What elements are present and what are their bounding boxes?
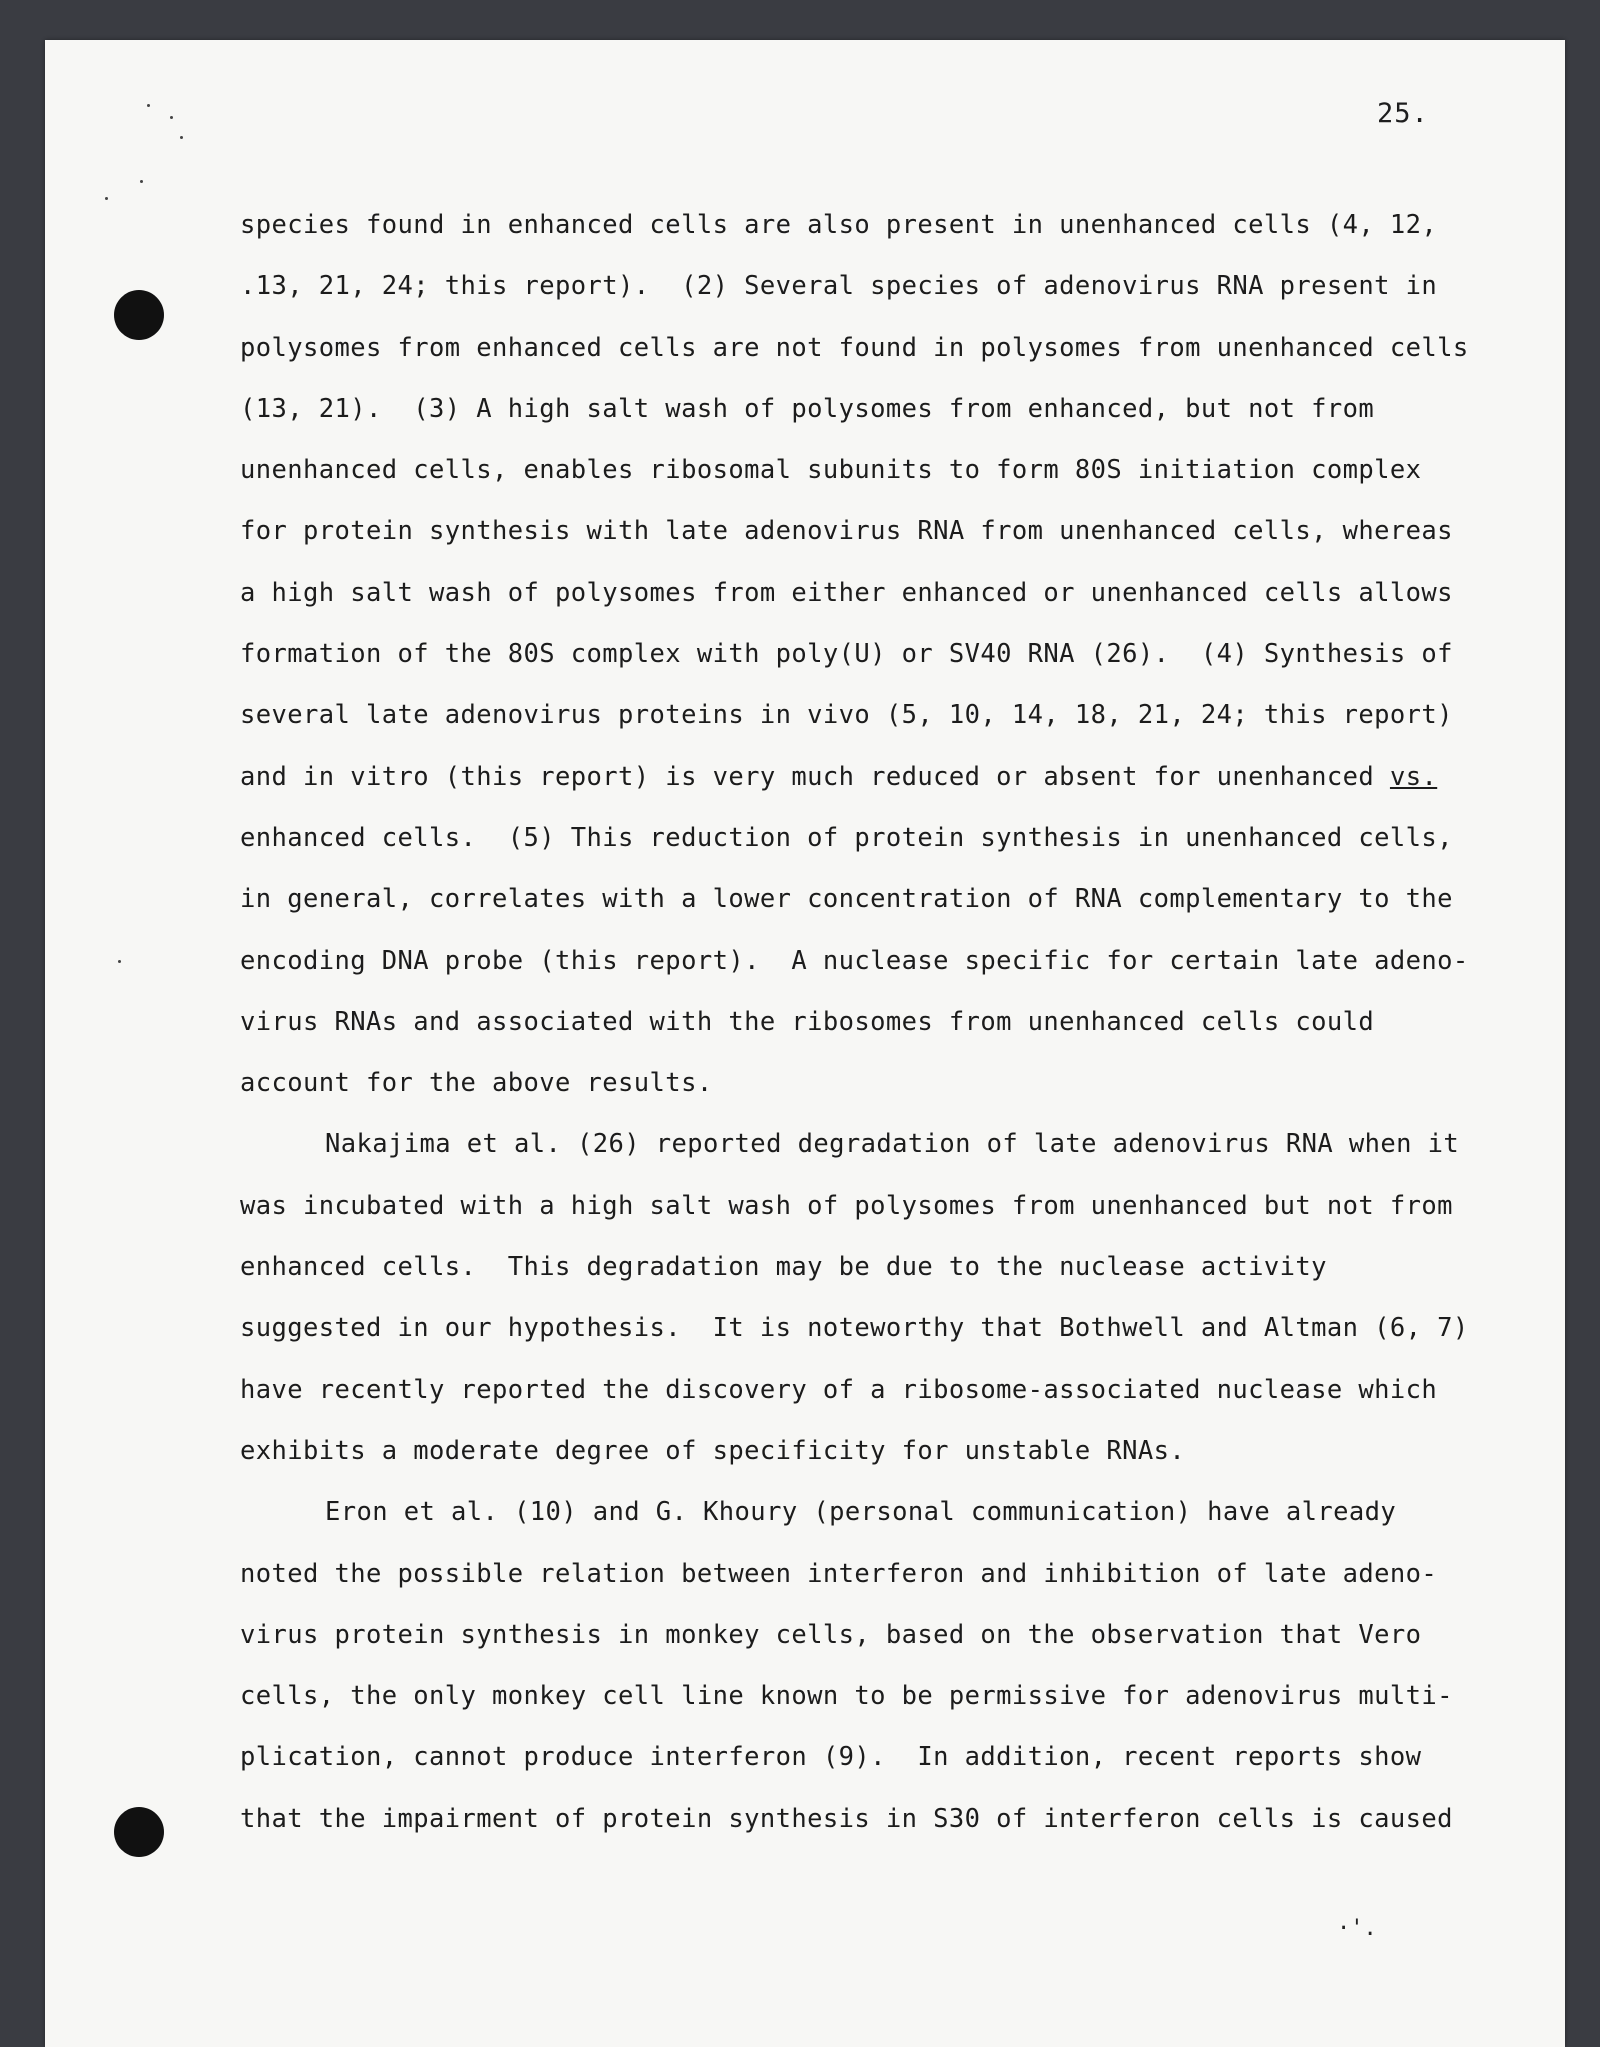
paragraph-start-line: Nakajima et al. (26) reported degradation of late adenovirus RNA when it — [325, 1129, 1460, 1160]
speck — [140, 180, 143, 183]
text-line: polysomes from enhanced cells are not found in polysomes from unenhanced cells — [240, 332, 1469, 363]
text-line: in general, correlates with a lower concentration of RNA complementary to the — [240, 884, 1453, 915]
text-segment: and in vitro (this report) is very much reduced or absent for unenhanced — [240, 761, 1375, 792]
text-line: species found in enhanced cells are also present in unenhanced cells (4, 12, — [240, 210, 1438, 240]
text-line: encoding DNA probe (this report). A nuclease specific for certain late adeno- — [240, 945, 1469, 976]
document-page — [45, 40, 1565, 2047]
text-line: exhibits a moderate degree of specificity for unstable RNAs. — [240, 1435, 1186, 1466]
paragraph-start-line: Eron et al. (10) and G. Khoury (personal communication) have already — [325, 1497, 1397, 1528]
text-line: was incubated with a high salt wash of polysomes from unenhanced but not from — [240, 1190, 1453, 1221]
speck — [180, 136, 183, 139]
text-line: that the impairment of protein synthesis in S30 of interferon cells is caused — [240, 1803, 1453, 1834]
footer-mark: ·'. — [1337, 1916, 1377, 1941]
text-line: (13, 21). (3) A high salt wash of polysomes from enhanced, but not from — [240, 393, 1375, 424]
punch-hole-top — [114, 290, 164, 340]
text-line: enhanced cells. This degradation may be due to the nuclease activity — [240, 1252, 1327, 1283]
text-line: cells, the only monkey cell line known to be permissive for adenovirus multi- — [240, 1681, 1453, 1712]
text-line: virus protein synthesis in monkey cells, based on the observation that Vero — [240, 1619, 1422, 1650]
text-line: a high salt wash of polysomes from either enhanced or unenhanced cells allows — [240, 577, 1453, 608]
text-line: .13, 21, 24; this report). (2) Several species of adenovirus RNA present in — [240, 271, 1438, 302]
text-line: several late adenovirus proteins in vivo (5, 10, 14, 18, 21, 24; this report) — [240, 700, 1453, 731]
punch-hole-bottom — [114, 1807, 164, 1857]
body-text — [240, 210, 1469, 1865]
text-line: virus RNAs and associated with the ribosomes from unenhanced cells could — [240, 1006, 1375, 1037]
speck — [147, 104, 150, 107]
text-line: formation of the 80S complex with poly(U) or SV40 RNA (26). (4) Synthesis of — [240, 639, 1453, 670]
speck — [118, 960, 121, 963]
page-number: 25. — [1377, 98, 1429, 129]
speck — [105, 197, 108, 200]
underlined-word: vs. — [1389, 761, 1438, 792]
text-line: for protein synthesis with late adenovirus RNA from unenhanced cells, whereas — [240, 516, 1453, 547]
text-line: suggested in our hypothesis. It is noteworthy that Bothwell and Altman (6, 7) — [240, 1313, 1469, 1344]
text-line-with-underline — [240, 762, 1440, 823]
text-line: account for the above results. — [240, 1068, 713, 1099]
text-line: have recently reported the discovery of a ribosome-associated nuclease which — [240, 1374, 1438, 1405]
text-line: noted the possible relation between interferon and inhibition of late adeno- — [240, 1558, 1438, 1589]
speck — [170, 116, 173, 119]
text-line: plication, cannot produce interferon (9). In addition, recent reports show — [240, 1742, 1422, 1773]
text-line: enhanced cells. (5) This reduction of protein synthesis in unenhanced cells, — [240, 822, 1453, 853]
text-line: unenhanced cells, enables ribosomal subunits to form 80S initiation complex — [240, 455, 1422, 486]
